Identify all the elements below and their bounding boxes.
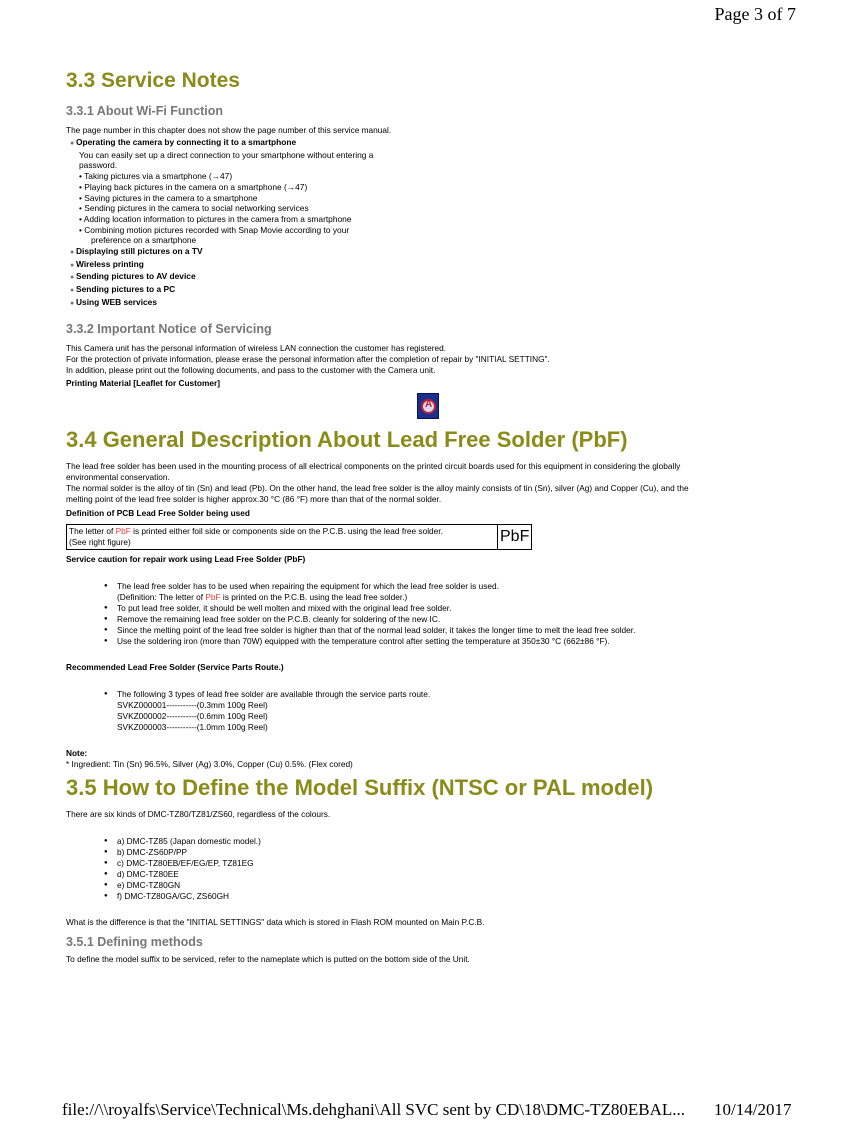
model-intro: There are six kinds of DMC-TZ80/TZ81/ZS60, regardless of the colours. (66, 808, 331, 819)
wifi-item: ● Sending pictures to AV device (70, 271, 796, 284)
wifi-intro: The page number in this chapter does not show the page number of this service manual. (66, 125, 392, 135)
list-item: ● e) DMC-TZ80GN (104, 880, 796, 891)
wifi-item-desc: password. (79, 160, 118, 171)
document-body (66, 68, 796, 965)
notice-line: This Camera unit has the personal information of wireless LAN connection the customer has registered. (66, 342, 446, 353)
list-item: ● To put lead free solder, it should be well molten and mixed with the original lead free solder. (104, 603, 796, 614)
wifi-item-desc: You can easily set up a direct connection to your smartphone without entering a (79, 149, 374, 160)
section-3-4-title: 3.4 General Description About Lead Free Solder (PbF) (66, 426, 628, 452)
list-item: ● b) DMC-ZS60P/PP (104, 847, 796, 858)
pbf-definition-text: The letter of PbF is printed either foil side or components side on the P.C.B. using the lead free solder. (See right figure) (66, 524, 498, 550)
footer-path: file://\\royalfs\Service\Technical\Ms.dehghani\All SVC sent by CD\18\DMC-TZ80EBAL... (62, 1100, 685, 1119)
wifi-subitem: • Saving pictures in the camera to a smartphone (79, 192, 258, 203)
list-item: ● d) DMC-TZ80EE (104, 869, 796, 880)
footer (62, 1100, 792, 1120)
bullet-icon: ● (70, 274, 75, 282)
service-caution-title: Service caution for repair work using Lead Free Solder (PbF) (66, 553, 306, 564)
section-3-3-2-title: 3.3.2 Important Notice of Servicing (66, 321, 272, 336)
bullet-icon: ● (70, 287, 75, 295)
wifi-item: ● Operating the camera by connecting it to a smartphone (70, 137, 796, 150)
list-item: ● The lead free solder has to be used when repairing the equipment for which the lead free solder is used. (104, 581, 796, 592)
list-item: ● Since the melting point of the lead free solder is higher than that of the normal lead solder, it takes the longer time to melt the lead free solder. (104, 625, 796, 636)
solder-part: SVKZ000002-----------(0.6mm 100g Reel) (117, 710, 268, 721)
paragraph: The lead free solder has been used in the mounting process of all electrical components on the printed circuit boards used for this equipment in considering the globally (66, 460, 681, 471)
list-item: ● Remove the remaining lead free solder on the P.C.B. cleanly for soldering of the new IC. (104, 614, 796, 625)
pbf-definition-box (66, 524, 796, 550)
difference-text: What is the difference is that the "INITIAL SETTINGS" data which is stored in Flash ROM mounted on Main P.C.B. (66, 916, 485, 927)
solder-part: SVKZ000003-----------(1.0mm 100g Reel) (117, 721, 268, 732)
list-item: ● The following 3 types of lead free solder are available through the service parts route. (104, 689, 796, 700)
section-3-5-title: 3.5 How to Define the Model Suffix (NTSC or PAL model) (66, 774, 654, 800)
list-item: ● c) DMC-TZ80EB/EF/EG/EP, TZ81EG (104, 858, 796, 869)
notice-line: For the protection of private information, please erase the personal information after the completion of repair by "INITIAL SETTING". (66, 353, 550, 364)
paragraph: The normal solder is the alloy of tin (Sn) and lead (Pb). On the other hand, the lead free solder is the alloy mainly consists of tin (Sn), silver (Ag) and Copper (Cu), and the (66, 482, 689, 493)
caution-list (104, 581, 796, 592)
wifi-subitem: • Combining motion pictures recorded with Snap Movie according to your (79, 224, 350, 235)
section-3-3-1-title: 3.3.1 About Wi-Fi Function (66, 104, 224, 118)
section-3-3-title: 3.3 Service Notes (66, 69, 240, 92)
wifi-subitem: • Sending pictures in the camera to social networking services (79, 203, 309, 214)
bullet-icon: ● (70, 261, 75, 269)
wifi-subitem: • Playing back pictures in the camera on a smartphone (→47) (79, 181, 308, 192)
paragraph: melting point of the lead free solder is higher approx.30 °C (86 °F) more than that of the normal solder. (66, 493, 442, 504)
list-item: ● Use the soldering iron (more than 70W) equipped with the temperature control after setting the temperature at 350±30 °C (662±86 °F). (104, 636, 796, 647)
pdf-attachment-icon[interactable]: A (417, 393, 439, 419)
printing-material-label: Printing Material [Leaflet for Customer] (66, 377, 220, 388)
solder-part: SVKZ000001-----------(0.3mm 100g Reel) (117, 699, 268, 710)
footer-date: 10/14/2017 (714, 1100, 792, 1119)
caution-list-cont (104, 603, 796, 647)
wifi-function-list (70, 137, 796, 310)
list-item-definition: (Definition: The letter of PbF is printed on the P.C.B. using the lead free solder.) (117, 591, 408, 602)
wifi-subitem: • Adding location information to pictures in the camera from a smartphone (79, 213, 352, 224)
wifi-subitem: preference on a smartphone (91, 235, 197, 246)
notice-line: In addition, please print out the following documents, and pass to the customer with the Camera unit. (66, 364, 436, 375)
recommended-list (104, 689, 796, 700)
wifi-item: ● Using WEB services (70, 297, 796, 310)
recommended-solder-title: Recommended Lead Free Solder (Service Parts Route.) (66, 661, 284, 672)
list-item: ● f) DMC-TZ80GA/GC, ZS60GH (104, 891, 796, 902)
page-number: Page 3 of 7 (714, 4, 796, 24)
bullet-icon: ● (70, 299, 75, 307)
note-text: * Ingredient: Tin (Sn) 96.5%, Silver (Ag) 3.0%, Copper (Cu) 0.5%. (Flex cored) (66, 758, 353, 769)
wifi-item: ● Wireless printing (70, 259, 796, 272)
paragraph: environmental conservation. (66, 471, 170, 482)
bullet-icon: ● (70, 249, 75, 257)
note-title: Note: (66, 747, 88, 758)
wifi-subitem: • Taking pictures via a smartphone (→47) (79, 171, 233, 182)
wifi-item: ● Sending pictures to a PC (70, 284, 796, 297)
bullet-icon: ● (70, 140, 75, 147)
pbf-logo: PbF (498, 524, 532, 550)
defining-methods-text: To define the model suffix to be serviced, refer to the nameplate which is putted on the bottom side of the Unit. (66, 953, 470, 964)
section-3-5-1-title: 3.5.1 Defining methods (66, 934, 203, 949)
wifi-item: ● Displaying still pictures on a TV (70, 246, 796, 259)
definition-title: Definition of PCB Lead Free Solder being used (66, 507, 250, 518)
model-list (104, 836, 796, 902)
list-item: ● a) DMC-TZ85 (Japan domestic model.) (104, 836, 796, 847)
